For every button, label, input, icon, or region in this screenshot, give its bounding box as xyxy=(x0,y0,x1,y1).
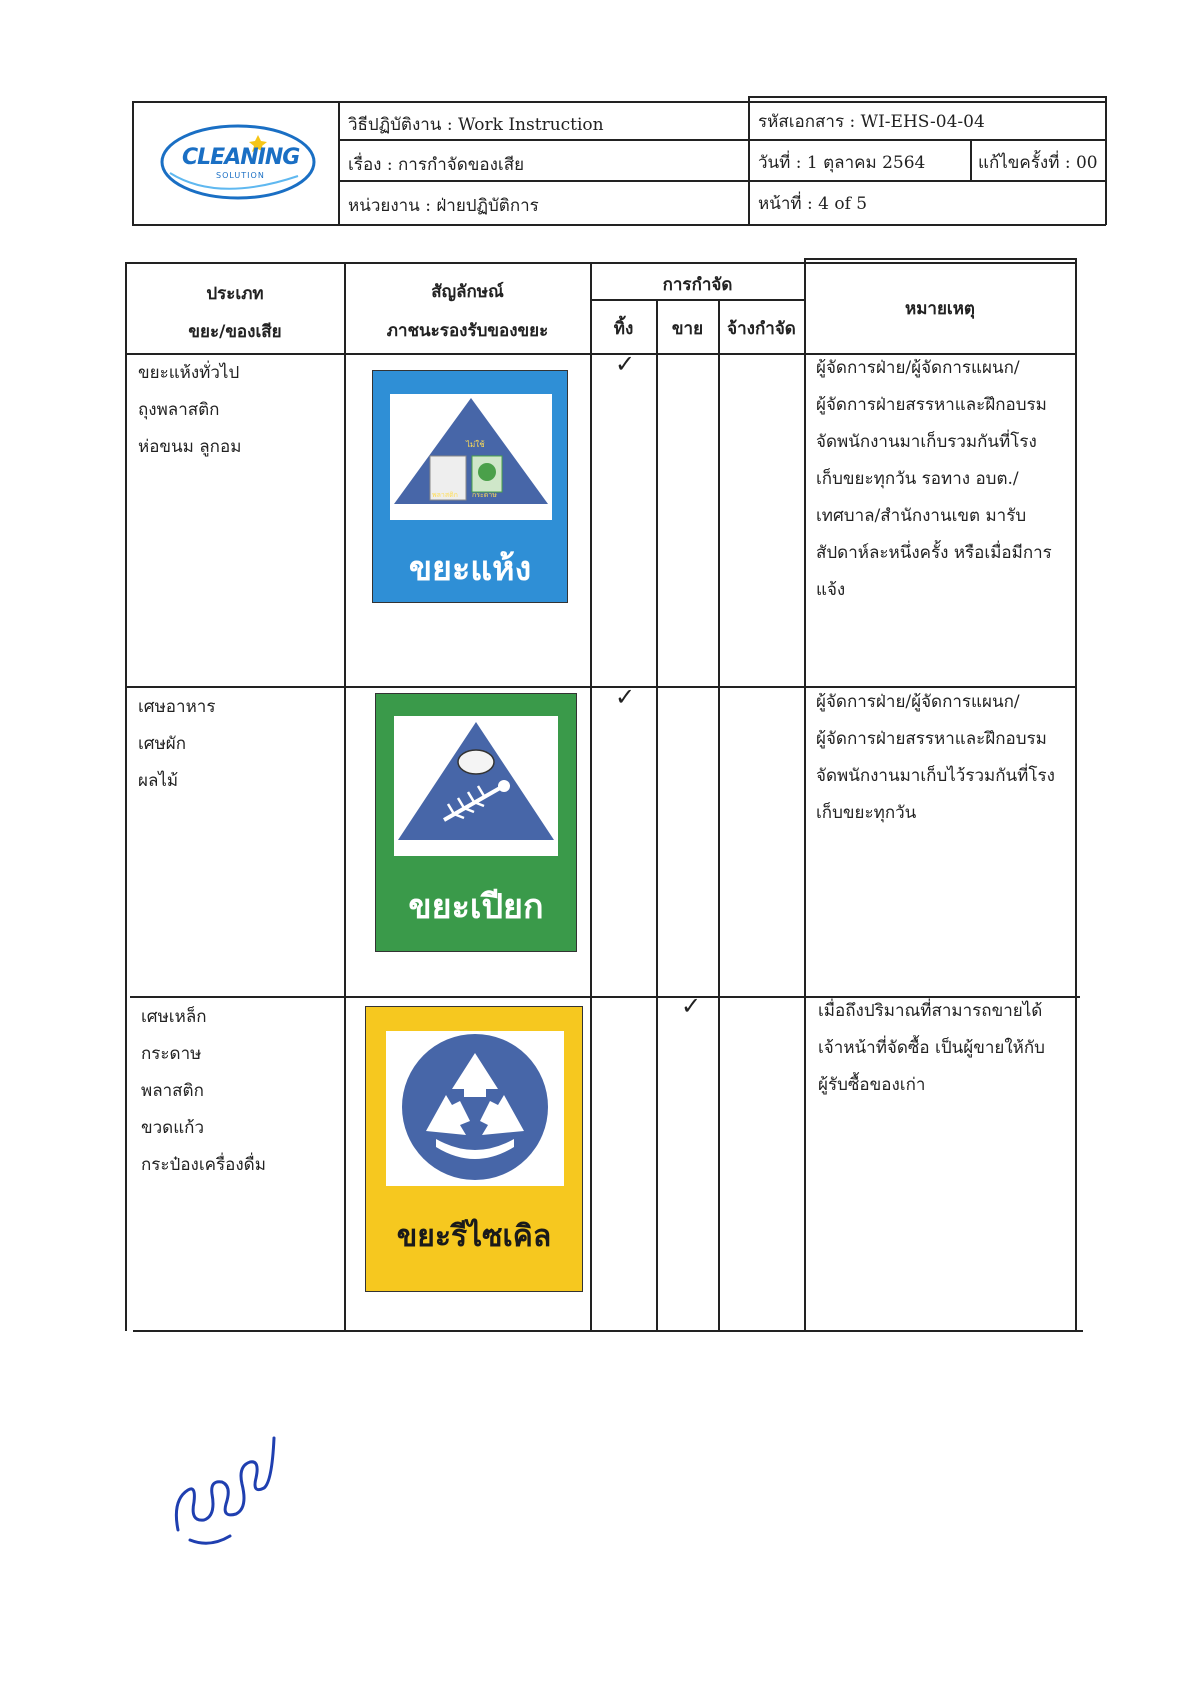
header-type-line1: ประเภท xyxy=(206,284,264,304)
list-item: เศษเหล็ก xyxy=(141,1007,207,1027)
document-subject: เรื่อง : การกำจัดของเสีย xyxy=(348,155,525,175)
remarks-wet: ผู้จัดการฝ่าย/ผู้จัดการแผนก/ ผู้จัดการฝ่ายสรรหาและฝึกอบรม จัดพนักงานมาเก็บไว้รวมกันที่โรง เก็บขยะทุกวัน xyxy=(816,692,1055,823)
check-mark-discard: ✓ xyxy=(615,683,636,711)
company-logo xyxy=(158,121,318,203)
list-item: เศษผัก xyxy=(138,734,187,754)
logo-text: CLEANING xyxy=(182,145,300,170)
header-remark: หมายเหตุ xyxy=(905,299,975,319)
table-row-dry-items xyxy=(138,355,241,466)
check-mark-sell: ✓ xyxy=(681,992,702,1020)
remarks-recycle: เมื่อถึงปริมาณที่สามารถขายได้ เจ้าหน้าที่จัดซื้อ เป็นผู้ขายให้กับ ผู้รับซื้อของเก่า xyxy=(818,1001,1045,1095)
check-mark-discard: ✓ xyxy=(615,350,636,378)
header-symbol-line1: สัญลักษณ์ xyxy=(431,282,504,302)
department: หน่วยงาน : ฝ่ายปฏิบัติการ xyxy=(348,196,539,216)
list-item: ถุงพลาสติก xyxy=(138,400,220,420)
wet-waste-bin-symbol xyxy=(375,693,577,952)
header-disposal: การกำจัด xyxy=(662,275,733,295)
list-item: เศษอาหาร xyxy=(138,697,216,717)
bin-label: ขยะแห้ง xyxy=(408,549,532,589)
list-item: พลาสติก xyxy=(141,1081,204,1101)
dry-waste-bin-symbol xyxy=(372,370,568,603)
header-hire: จ้างกำจัด xyxy=(727,319,796,339)
recycle-waste-bin-symbol xyxy=(365,1006,583,1292)
header-discard: ทิ้ง xyxy=(613,319,634,339)
table-row-recycle-items xyxy=(141,999,266,1184)
bin-inner-label: ไม่ใช้ xyxy=(466,440,485,449)
document-code: รหัสเอกสาร : WI-EHS-04-04 xyxy=(758,112,985,132)
revision-number: แก้ไขครั้งที่ : 00 xyxy=(978,153,1098,173)
header-symbol-line2: ภาชนะรองรับของขยะ xyxy=(386,321,549,341)
table-row-wet-items xyxy=(138,689,215,800)
remarks-dry: ผู้จัดการฝ่าย/ผู้จัดการแผนก/ ผู้จัดการฝ่ายสรรหาและฝึกอบรม จัดพนักงานมาเก็บรวมกันที่โรง เก็บขยะทุกวัน รอทาง อบต./ เทศบาล/สำนักงานเขต มารับ สัปดาห์ละหนึ่งครั้ง หรือเมื่อมีการ แจ้ง xyxy=(816,358,1052,600)
bin-label: ขยะรีไซเคิล xyxy=(396,1219,552,1254)
list-item: ผลไม้ xyxy=(138,771,179,791)
list-item: ห่อขนม ลูกอม xyxy=(138,437,242,457)
page-number: หน้าที่ : 4 of 5 xyxy=(758,194,868,214)
bin-label: ขยะเปียก xyxy=(408,887,544,927)
signature xyxy=(160,1420,280,1550)
list-item: ขวดแก้ว xyxy=(141,1118,205,1138)
list-item: กระป๋องเครื่องดื่ม xyxy=(141,1155,266,1175)
bin-inner-label: กระดาษ xyxy=(472,491,497,499)
document-date: วันที่ : 1 ตุลาคม 2564 xyxy=(758,153,926,173)
list-item: ขยะแห้งทั่วไป xyxy=(138,363,240,383)
header-type-line2: ขยะ/ของเสีย xyxy=(188,322,282,342)
list-item: กระดาษ xyxy=(141,1044,202,1064)
work-instruction-label: วิธีปฏิบัติงาน : Work Instruction xyxy=(348,115,604,135)
bin-inner-label: พลาสติก xyxy=(432,491,458,499)
logo-subtext: SOLUTION xyxy=(216,171,265,180)
header-sell: ขาย xyxy=(671,319,704,339)
